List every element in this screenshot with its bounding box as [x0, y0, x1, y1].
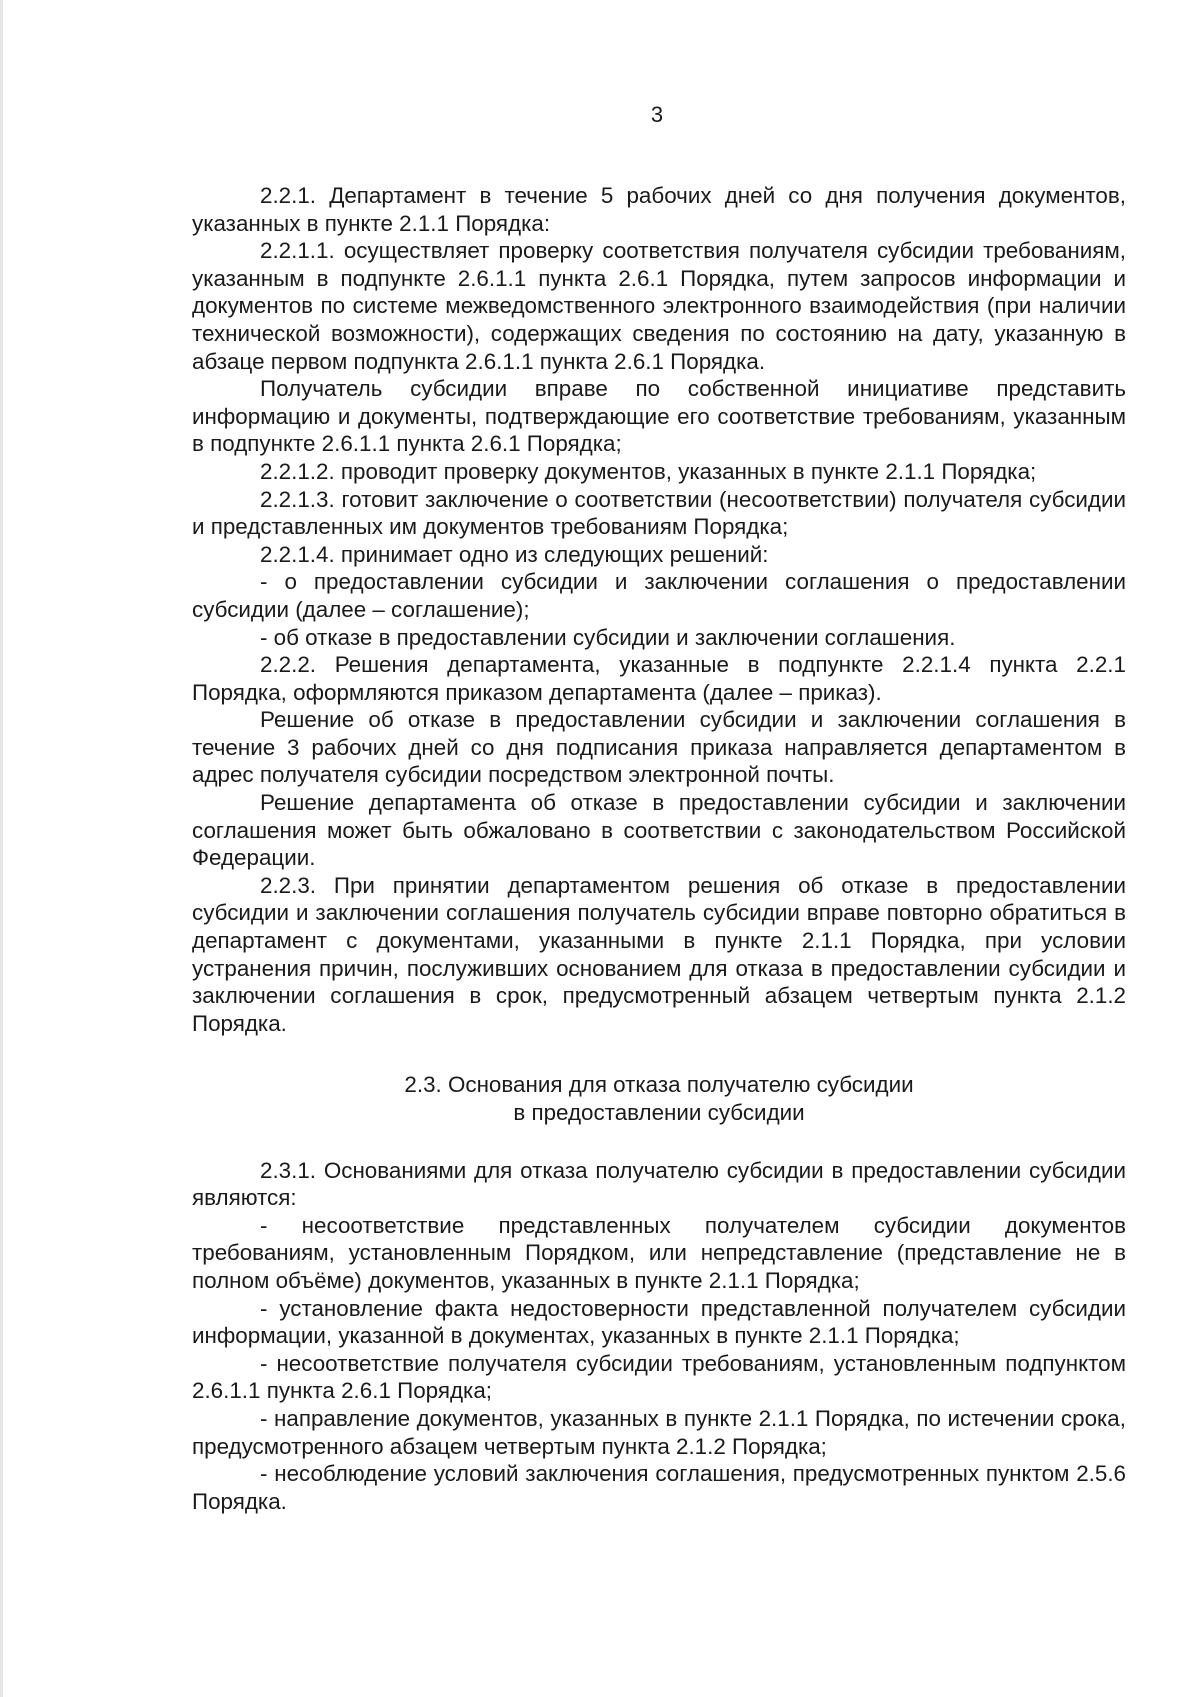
paragraph-2-3-1: 2.3.1. Основаниями для отказа получателю субсидии в предоставлении субсидии являются:: [192, 1157, 1126, 1211]
section-heading-line-2: в предоставлении субсидии: [513, 1100, 805, 1125]
paragraph-refusal-notice: Решение об отказе в предоставлении субсидии и заключении соглашения в течение 3 рабочих дней со дня подписания приказа направляется департаментом в адрес получателя субсидии посредством электронной почты.: [192, 707, 1126, 788]
list-item-grant-decision: - о предоставлении субсидии и заключении соглашения о предоставлении субсидии (далее – соглашение);: [192, 569, 1126, 622]
section-heading-line-1: 2.3. Основания для отказа получателю субсидии: [404, 1072, 914, 1098]
paragraph-2-2-2: 2.2.2. Решения департамента, указанные в подпункте 2.2.1.4 пункта 2.2.1 Порядка, оформляются приказом департамента (далее – приказ).: [192, 652, 1126, 705]
paragraph-2-2-1-1: 2.2.1.1. осуществляет проверку соответствия получателя субсидии требованиям, указанным в подпункте 2.6.1.1 пункта 2.6.1 Порядка, путем запросов информации и документов по системе межведомственного электронного взаимодействия (при наличии технической возможности), содержащих сведения по состоянию на дату, указанную в абзаце первом подпункта 2.6.1.1 пункта 2.6.1 Порядка.: [192, 238, 1126, 374]
list-item-requirements-mismatch: - несоответствие получателя субсидии требованиям, установленным подпунктом 2.6.1.1 пункта 2.6.1 Порядка;: [192, 1350, 1126, 1404]
paragraph-2-2-1-2: 2.2.1.2. проводит проверку документов, указанных в пункте 2.1.1 Порядка;: [260, 458, 1037, 484]
paragraph-2-2-1-4: 2.2.1.4. принимает одно из следующих решений:: [260, 541, 769, 567]
list-item-agreement-conditions: - несоблюдение условий заключения соглашения, предусмотренных пунктом 2.5.6 Порядка.: [192, 1461, 1126, 1514]
list-item-false-information: - установление факта недостоверности представленной получателем субсидии информации, указанной в документах, указанных в пункте 2.1.1 Порядка;: [192, 1295, 1126, 1349]
paragraph-appeal: Решение департамента об отказе в предоставлении субсидии и заключении соглашения может быть обжаловано в соответствии с законодательством Российской Федерации.: [192, 790, 1126, 871]
paragraph-2-2-3: 2.2.3. При принятии департаментом решения об отказе в предоставлении субсидии и заключении соглашения получатель субсидии вправе повторно обратиться в департамент с документами, указанными в пункте 2.1.1 Порядка, при условии устранения причин, послуживших основанием для отказа в предоставлении субсидии и заключении соглашения в срок, предусмотренный абзацем четвертым пункта 2.1.2 Порядка.: [192, 872, 1126, 1036]
page-number: 3: [650, 102, 664, 127]
section-heading: [192, 1071, 1126, 1126]
scan-edge: [0, 0, 3, 1697]
list-item-documents-mismatch: - несоответствие представленных получателем субсидии документов требованиям, установленным Порядком, или непредставление (представление не в полном объёме) документов, указанных в пункте 2.1.1 Порядка;: [192, 1212, 1126, 1293]
list-item-refusal-decision: - об отказе в предоставлении субсидии и заключении соглашения.: [260, 624, 956, 650]
paragraph-2-2-1: 2.2.1. Департамент в течение 5 рабочих дней со дня получения документов, указанных в пункте 2.1.1 Порядка:: [192, 183, 1126, 236]
paragraph-2-2-1-3: 2.2.1.3. готовит заключение о соответствии (несоответствии) получателя субсидии и представленных им документов требованиям Порядка;: [192, 486, 1126, 540]
paragraph-recipient-right: Получатель субсидии вправе по собственной инициативе представить информацию и документы, подтверждающие его соответствие требованиям, указанным в подпункте 2.6.1.1 пункта 2.6.1 Порядка;: [192, 376, 1126, 457]
list-item-late-submission: - направление документов, указанных в пункте 2.1.1 Порядка, по истечении срока, предусмотренного абзацем четвертым пункта 2.1.2 Порядка;: [192, 1405, 1126, 1459]
document-body: [192, 182, 1126, 1515]
